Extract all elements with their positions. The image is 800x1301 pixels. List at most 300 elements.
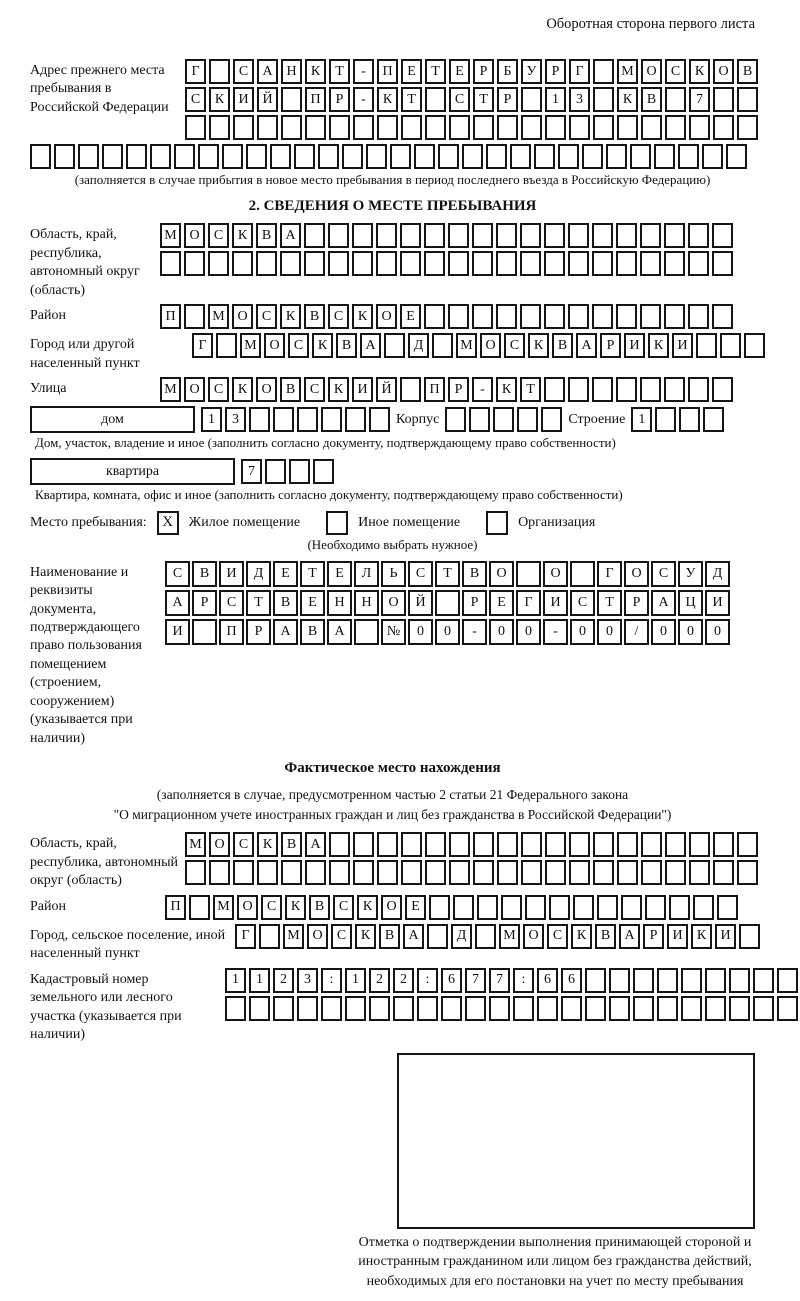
char-cell[interactable]: Д [451, 924, 472, 949]
char-cell[interactable] [273, 407, 294, 432]
char-cell[interactable]: О [480, 333, 501, 358]
char-cell[interactable] [616, 223, 637, 248]
char-cell[interactable]: К [571, 924, 592, 949]
char-cell[interactable] [425, 87, 446, 112]
char-cell[interactable]: 1 [249, 968, 270, 993]
char-cell[interactable]: Г [185, 59, 206, 84]
char-cell[interactable] [280, 251, 301, 276]
char-cell[interactable] [582, 144, 603, 169]
char-cell[interactable]: С [256, 304, 277, 329]
char-cell[interactable]: А [280, 223, 301, 248]
char-cell[interactable] [305, 860, 326, 885]
char-cell[interactable] [657, 968, 678, 993]
char-cell[interactable] [739, 924, 760, 949]
char-cell[interactable] [174, 144, 195, 169]
char-cell[interactable]: Д [408, 333, 429, 358]
char-cell[interactable]: Ц [678, 590, 703, 616]
char-cell[interactable]: К [280, 304, 301, 329]
char-cell[interactable] [496, 251, 517, 276]
char-cell[interactable] [665, 832, 686, 857]
char-cell[interactable] [294, 144, 315, 169]
char-cell[interactable] [189, 895, 210, 920]
char-cell[interactable] [664, 251, 685, 276]
char-cell[interactable]: И [543, 590, 568, 616]
char-cell[interactable]: С [651, 561, 676, 587]
char-cell[interactable] [435, 590, 460, 616]
char-cell[interactable] [516, 561, 541, 587]
char-cell[interactable] [353, 115, 374, 140]
char-cell[interactable]: П [219, 619, 244, 645]
char-cell[interactable] [737, 115, 758, 140]
char-cell[interactable]: С [547, 924, 568, 949]
char-cell[interactable] [617, 115, 638, 140]
char-cell[interactable] [521, 860, 542, 885]
char-cell[interactable] [477, 895, 498, 920]
char-cell[interactable]: С [233, 832, 254, 857]
char-cell[interactable]: 0 [489, 619, 514, 645]
char-cell[interactable] [689, 860, 710, 885]
char-cell[interactable] [246, 144, 267, 169]
char-cell[interactable] [425, 860, 446, 885]
char-cell[interactable] [665, 87, 686, 112]
char-cell[interactable]: Р [545, 59, 566, 84]
char-cell[interactable] [737, 832, 758, 857]
char-cell[interactable]: С [165, 561, 190, 587]
char-cell[interactable]: Т [435, 561, 460, 587]
char-cell[interactable]: П [305, 87, 326, 112]
char-cell[interactable] [696, 333, 717, 358]
char-cell[interactable] [259, 924, 280, 949]
char-cell[interactable]: С [304, 377, 325, 402]
char-cell[interactable]: К [355, 924, 376, 949]
char-cell[interactable] [640, 251, 661, 276]
char-cell[interactable] [521, 115, 542, 140]
char-cell[interactable]: 6 [441, 968, 462, 993]
char-cell[interactable]: - [462, 619, 487, 645]
char-cell[interactable] [534, 144, 555, 169]
char-cell[interactable] [569, 115, 590, 140]
char-cell[interactable] [473, 115, 494, 140]
char-cell[interactable] [345, 407, 366, 432]
char-cell[interactable] [501, 895, 522, 920]
char-cell[interactable] [726, 144, 747, 169]
char-cell[interactable] [425, 115, 446, 140]
char-cell[interactable]: С [408, 561, 433, 587]
char-cell[interactable] [664, 223, 685, 248]
char-cell[interactable] [400, 223, 421, 248]
char-cell[interactable] [641, 115, 662, 140]
char-cell[interactable]: К [377, 87, 398, 112]
char-cell[interactable]: Р [462, 590, 487, 616]
char-cell[interactable] [424, 304, 445, 329]
char-cell[interactable] [390, 144, 411, 169]
char-cell[interactable]: В [281, 832, 302, 857]
char-cell[interactable]: И [715, 924, 736, 949]
char-cell[interactable] [265, 459, 286, 484]
char-cell[interactable] [497, 832, 518, 857]
char-cell[interactable]: 1 [631, 407, 652, 432]
char-cell[interactable]: Н [327, 590, 352, 616]
char-cell[interactable] [561, 996, 582, 1021]
char-cell[interactable]: В [256, 223, 277, 248]
char-cell[interactable]: К [305, 59, 326, 84]
char-cell[interactable]: О [624, 561, 649, 587]
char-cell[interactable] [249, 407, 270, 432]
char-cell[interactable] [753, 968, 774, 993]
char-cell[interactable] [616, 304, 637, 329]
char-cell[interactable]: М [617, 59, 638, 84]
char-cell[interactable]: С [328, 304, 349, 329]
char-cell[interactable] [496, 304, 517, 329]
char-cell[interactable]: С [208, 223, 229, 248]
char-cell[interactable]: 7 [689, 87, 710, 112]
char-cell[interactable]: А [403, 924, 424, 949]
char-cell[interactable] [679, 407, 700, 432]
char-cell[interactable]: Т [473, 87, 494, 112]
char-cell[interactable]: 6 [537, 968, 558, 993]
char-cell[interactable]: М [160, 223, 181, 248]
char-cell[interactable]: Н [281, 59, 302, 84]
char-cell[interactable]: С [449, 87, 470, 112]
char-cell[interactable] [664, 377, 685, 402]
char-cell[interactable]: Г [192, 333, 213, 358]
char-cell[interactable]: М [283, 924, 304, 949]
char-cell[interactable]: М [240, 333, 261, 358]
char-cell[interactable] [712, 251, 733, 276]
char-cell[interactable]: 3 [569, 87, 590, 112]
char-cell[interactable] [328, 223, 349, 248]
char-cell[interactable]: Т [425, 59, 446, 84]
char-cell[interactable] [449, 860, 470, 885]
char-cell[interactable]: - [353, 87, 374, 112]
char-cell[interactable]: К [496, 377, 517, 402]
char-cell[interactable] [393, 996, 414, 1021]
char-cell[interactable]: Р [497, 87, 518, 112]
char-cell[interactable] [592, 251, 613, 276]
char-cell[interactable] [609, 968, 630, 993]
char-cell[interactable]: Е [405, 895, 426, 920]
char-cell[interactable]: Г [235, 924, 256, 949]
char-cell[interactable] [549, 895, 570, 920]
char-cell[interactable]: О [641, 59, 662, 84]
char-cell[interactable]: 2 [369, 968, 390, 993]
char-cell[interactable] [208, 251, 229, 276]
char-cell[interactable] [633, 996, 654, 1021]
char-cell[interactable] [401, 832, 422, 857]
char-cell[interactable]: Й [408, 590, 433, 616]
char-cell[interactable] [520, 304, 541, 329]
char-cell[interactable] [281, 860, 302, 885]
char-cell[interactable]: В [192, 561, 217, 587]
char-cell[interactable]: 1 [545, 87, 566, 112]
char-cell[interactable] [78, 144, 99, 169]
char-cell[interactable]: Т [401, 87, 422, 112]
char-cell[interactable] [717, 895, 738, 920]
char-cell[interactable] [400, 251, 421, 276]
char-cell[interactable] [520, 251, 541, 276]
checkbox-other-premises[interactable] [326, 511, 348, 535]
char-cell[interactable] [192, 619, 217, 645]
char-cell[interactable] [616, 251, 637, 276]
char-cell[interactable]: И [219, 561, 244, 587]
char-cell[interactable]: Л [354, 561, 379, 587]
char-cell[interactable] [257, 860, 278, 885]
char-cell[interactable] [329, 115, 350, 140]
char-cell[interactable] [449, 832, 470, 857]
char-cell[interactable]: С [219, 590, 244, 616]
char-cell[interactable]: У [678, 561, 703, 587]
char-cell[interactable]: К [285, 895, 306, 920]
char-cell[interactable] [256, 251, 277, 276]
char-cell[interactable]: В [273, 590, 298, 616]
char-cell[interactable] [209, 59, 230, 84]
char-cell[interactable] [665, 115, 686, 140]
char-cell[interactable] [249, 996, 270, 1021]
char-cell[interactable]: А [619, 924, 640, 949]
char-cell[interactable] [222, 144, 243, 169]
char-cell[interactable]: О [232, 304, 253, 329]
char-cell[interactable] [438, 144, 459, 169]
char-cell[interactable] [297, 996, 318, 1021]
char-cell[interactable] [617, 832, 638, 857]
char-cell[interactable] [472, 251, 493, 276]
char-cell[interactable] [185, 115, 206, 140]
char-cell[interactable] [630, 144, 651, 169]
char-cell[interactable]: Д [246, 561, 271, 587]
char-cell[interactable]: В [641, 87, 662, 112]
char-cell[interactable] [545, 832, 566, 857]
char-cell[interactable]: Т [246, 590, 271, 616]
char-cell[interactable] [198, 144, 219, 169]
char-cell[interactable]: К [257, 832, 278, 857]
char-cell[interactable]: 3 [297, 968, 318, 993]
char-cell[interactable] [645, 895, 666, 920]
char-cell[interactable]: К [648, 333, 669, 358]
char-cell[interactable]: Р [246, 619, 271, 645]
char-cell[interactable]: О [264, 333, 285, 358]
char-cell[interactable] [777, 968, 798, 993]
char-cell[interactable]: 0 [516, 619, 541, 645]
char-cell[interactable] [209, 860, 230, 885]
char-cell[interactable]: 3 [225, 407, 246, 432]
char-cell[interactable] [712, 304, 733, 329]
char-cell[interactable]: - [543, 619, 568, 645]
char-cell[interactable] [493, 407, 514, 432]
char-cell[interactable] [737, 87, 758, 112]
char-cell[interactable] [216, 333, 237, 358]
char-cell[interactable]: 7 [241, 459, 262, 484]
char-cell[interactable] [369, 996, 390, 1021]
char-cell[interactable]: Р [600, 333, 621, 358]
char-cell[interactable] [313, 459, 334, 484]
char-cell[interactable] [150, 144, 171, 169]
char-cell[interactable] [669, 895, 690, 920]
char-cell[interactable] [232, 251, 253, 276]
char-cell[interactable]: О [489, 561, 514, 587]
char-cell[interactable] [544, 223, 565, 248]
char-cell[interactable]: А [305, 832, 326, 857]
char-cell[interactable]: 1 [201, 407, 222, 432]
char-cell[interactable] [475, 924, 496, 949]
char-cell[interactable] [520, 223, 541, 248]
char-cell[interactable]: 7 [465, 968, 486, 993]
char-cell[interactable]: А [327, 619, 352, 645]
char-cell[interactable] [233, 115, 254, 140]
char-cell[interactable] [570, 561, 595, 587]
char-cell[interactable] [273, 996, 294, 1021]
char-cell[interactable] [377, 860, 398, 885]
char-cell[interactable] [592, 377, 613, 402]
char-cell[interactable] [445, 407, 466, 432]
char-cell[interactable]: С [331, 924, 352, 949]
char-cell[interactable]: Р [624, 590, 649, 616]
char-cell[interactable]: Т [520, 377, 541, 402]
char-cell[interactable]: Р [448, 377, 469, 402]
char-cell[interactable]: О [184, 377, 205, 402]
char-cell[interactable] [448, 304, 469, 329]
char-cell[interactable] [617, 860, 638, 885]
char-cell[interactable]: Г [597, 561, 622, 587]
char-cell[interactable] [592, 223, 613, 248]
char-cell[interactable] [597, 895, 618, 920]
char-cell[interactable]: Е [449, 59, 470, 84]
char-cell[interactable]: О [381, 895, 402, 920]
char-cell[interactable] [414, 144, 435, 169]
char-cell[interactable] [400, 377, 421, 402]
char-cell[interactable]: О [523, 924, 544, 949]
char-cell[interactable] [654, 144, 675, 169]
char-cell[interactable] [496, 223, 517, 248]
char-cell[interactable] [688, 304, 709, 329]
char-cell[interactable] [30, 144, 51, 169]
char-cell[interactable]: С [288, 333, 309, 358]
char-cell[interactable] [160, 251, 181, 276]
char-cell[interactable]: И [624, 333, 645, 358]
char-cell[interactable] [329, 860, 350, 885]
char-cell[interactable] [318, 144, 339, 169]
char-cell[interactable] [270, 144, 291, 169]
char-cell[interactable]: В [304, 304, 325, 329]
char-cell[interactable] [705, 996, 726, 1021]
char-cell[interactable] [376, 251, 397, 276]
char-cell[interactable]: Ь [381, 561, 406, 587]
char-cell[interactable] [328, 251, 349, 276]
char-cell[interactable]: Т [329, 59, 350, 84]
char-cell[interactable] [702, 144, 723, 169]
char-cell[interactable] [705, 968, 726, 993]
char-cell[interactable]: С [185, 87, 206, 112]
char-cell[interactable] [517, 407, 538, 432]
char-cell[interactable] [521, 832, 542, 857]
char-cell[interactable] [427, 924, 448, 949]
char-cell[interactable] [305, 115, 326, 140]
char-cell[interactable]: О [543, 561, 568, 587]
char-cell[interactable] [401, 860, 422, 885]
char-cell[interactable]: К [352, 304, 373, 329]
char-cell[interactable] [513, 996, 534, 1021]
char-cell[interactable]: В [336, 333, 357, 358]
char-cell[interactable] [569, 832, 590, 857]
char-cell[interactable]: С [504, 333, 525, 358]
char-cell[interactable] [753, 996, 774, 1021]
char-cell[interactable] [126, 144, 147, 169]
char-cell[interactable]: А [576, 333, 597, 358]
char-cell[interactable]: Е [273, 561, 298, 587]
char-cell[interactable] [225, 996, 246, 1021]
char-cell[interactable]: 7 [489, 968, 510, 993]
char-cell[interactable]: С [261, 895, 282, 920]
char-cell[interactable] [688, 251, 709, 276]
char-cell[interactable]: В [309, 895, 330, 920]
char-cell[interactable]: В [552, 333, 573, 358]
char-cell[interactable]: Е [400, 304, 421, 329]
char-cell[interactable] [417, 996, 438, 1021]
char-cell[interactable] [593, 87, 614, 112]
char-cell[interactable] [606, 144, 627, 169]
char-cell[interactable]: М [456, 333, 477, 358]
checkbox-residential[interactable]: X [157, 511, 179, 535]
char-cell[interactable]: 0 [435, 619, 460, 645]
char-cell[interactable] [432, 333, 453, 358]
char-cell[interactable] [448, 251, 469, 276]
char-cell[interactable] [473, 832, 494, 857]
char-cell[interactable] [664, 304, 685, 329]
char-cell[interactable] [689, 832, 710, 857]
char-cell[interactable] [377, 832, 398, 857]
char-cell[interactable] [453, 895, 474, 920]
char-cell[interactable] [593, 832, 614, 857]
char-cell[interactable]: Е [401, 59, 422, 84]
char-cell[interactable] [281, 87, 302, 112]
char-cell[interactable]: А [360, 333, 381, 358]
char-cell[interactable] [497, 115, 518, 140]
char-cell[interactable]: С [233, 59, 254, 84]
char-cell[interactable]: У [521, 59, 542, 84]
char-cell[interactable]: И [165, 619, 190, 645]
char-cell[interactable] [568, 223, 589, 248]
char-cell[interactable]: И [352, 377, 373, 402]
char-cell[interactable] [297, 407, 318, 432]
char-cell[interactable] [568, 304, 589, 329]
char-cell[interactable] [401, 115, 422, 140]
char-cell[interactable]: А [257, 59, 278, 84]
char-cell[interactable] [486, 144, 507, 169]
char-cell[interactable] [525, 895, 546, 920]
char-cell[interactable]: П [377, 59, 398, 84]
char-cell[interactable] [681, 968, 702, 993]
char-cell[interactable] [544, 304, 565, 329]
char-cell[interactable] [693, 895, 714, 920]
char-cell[interactable]: - [472, 377, 493, 402]
char-cell[interactable]: К [232, 377, 253, 402]
char-cell[interactable] [621, 895, 642, 920]
char-cell[interactable]: Р [643, 924, 664, 949]
char-cell[interactable]: К [328, 377, 349, 402]
char-cell[interactable] [233, 860, 254, 885]
char-cell[interactable]: С [665, 59, 686, 84]
char-cell[interactable] [377, 115, 398, 140]
char-cell[interactable] [354, 619, 379, 645]
char-cell[interactable]: И [667, 924, 688, 949]
char-cell[interactable] [544, 251, 565, 276]
char-cell[interactable]: : [417, 968, 438, 993]
char-cell[interactable]: И [233, 87, 254, 112]
char-cell[interactable]: С [570, 590, 595, 616]
char-cell[interactable] [352, 251, 373, 276]
char-cell[interactable]: 1 [345, 968, 366, 993]
char-cell[interactable]: 6 [561, 968, 582, 993]
char-cell[interactable] [568, 251, 589, 276]
